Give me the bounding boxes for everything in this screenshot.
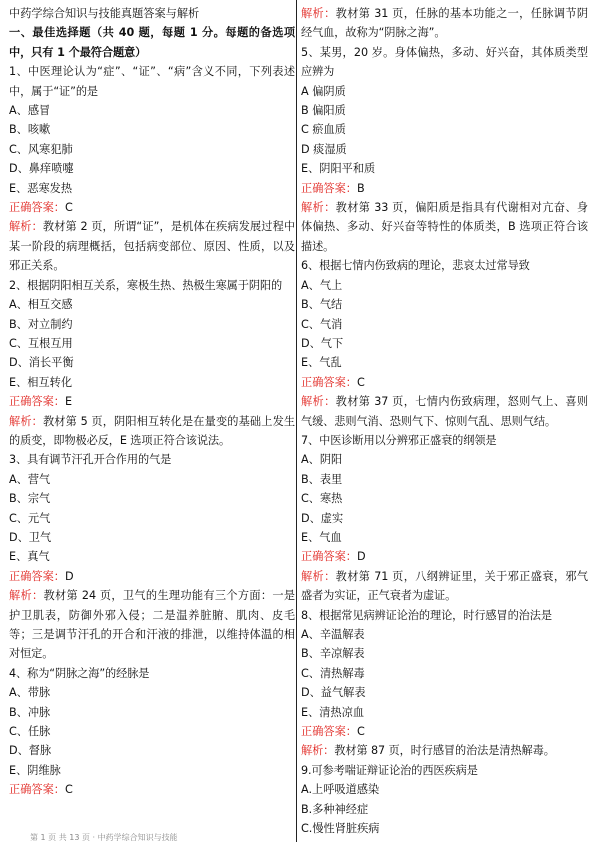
option: E、阴维脉 — [9, 763, 61, 777]
analysis-label: 解析： — [301, 201, 336, 215]
answer-line — [9, 780, 295, 799]
option: A、辛温解表 — [301, 628, 365, 641]
analysis-text: 教材第 2 页，所谓“证”，是机体在疾病发展过程中某一阶段的病理概括，包括病变部位、原因、性质，以及邪正关系。 — [9, 220, 295, 273]
option: A.上呼吸道感染 — [301, 783, 380, 797]
answer-label: 正确答案： — [301, 375, 357, 389]
question-2-text: 2、根据阴阳相互关系，寒极生热、热极生寒属于阴阳的 — [9, 278, 283, 292]
option: D、益气解表 — [301, 686, 366, 700]
analysis-text: 教材第 87 页，时行感冒的治法是清热解毒。 — [334, 744, 555, 758]
option: C、风寒犯肺 — [9, 142, 73, 156]
question-9-text: 9.可参考喘证辩证论治的西医疾病是 — [301, 763, 478, 777]
analysis-block — [301, 392, 588, 431]
option: A、阴阳 — [301, 453, 343, 467]
option: E、清热凉血 — [301, 705, 365, 719]
analysis-text: 教材第 31 页，任脉的基本功能之一，任脉调节阴经气血，故称为“阴脉之海”。 — [301, 7, 589, 40]
option: D、卫气 — [9, 530, 52, 544]
option: E、阴阳平和质 — [301, 162, 376, 176]
left-column — [9, 0, 295, 800]
answer-line — [301, 179, 588, 198]
answer-line — [301, 373, 588, 392]
option: D、鼻痒喷嚏 — [9, 162, 74, 176]
answer-line — [9, 198, 295, 217]
option: D、气下 — [301, 336, 344, 350]
question-3-text: 3、具有调节汗孔开合作用的气是 — [9, 453, 172, 467]
answer-label: 正确答案： — [9, 201, 65, 215]
option: B、气结 — [301, 298, 343, 312]
analysis-block — [9, 412, 295, 451]
option: D、督脉 — [9, 744, 52, 758]
question-7-text: 7、中医诊断用以分辨邪正盛衰的纲领是 — [301, 433, 497, 447]
answer-label: 正确答案： — [9, 783, 65, 797]
option: A 偏阴质 — [301, 84, 346, 98]
column-divider — [296, 0, 297, 842]
analysis-text: 教材第 24 页，卫气的生理功能有三个方面：一是护卫肌表，防御外邪入侵；二是温养脏腑、肌肉、皮毛等；三是调节汗孔的开合和汗液的排泄，以维持体温的相对恒定。 — [9, 589, 296, 661]
analysis-label: 解析： — [9, 589, 44, 603]
question-6-text: 6、根据七情内伤致病的理论，悲哀太过常导致 — [301, 259, 530, 273]
answer-value: C — [64, 201, 73, 215]
option: C 瘀血质 — [301, 123, 346, 137]
option: E、相互转化 — [9, 375, 73, 389]
answer-value: D — [356, 550, 366, 564]
document-title: 中药学综合知识与技能真题答案与解析 — [9, 7, 200, 20]
section-heading: 一、最佳选择题（共 40 题，每题 1 分。每题的备选项中，只有 1 个最符合题意） — [9, 26, 295, 59]
option: A、相互交感 — [9, 298, 73, 312]
option: E、真气 — [9, 550, 50, 564]
option: C、元气 — [9, 511, 51, 525]
page-footer: 第 1 页 共 13 页 · 中药学综合知识与技能 — [30, 833, 178, 842]
analysis-block — [301, 4, 588, 43]
option: B、冲脉 — [9, 705, 51, 719]
question-4-text: 4、称为“阴脉之海”的经脉是 — [9, 666, 150, 680]
analysis-block — [301, 567, 588, 606]
option: C、气消 — [301, 317, 343, 331]
answer-value: D — [64, 569, 74, 583]
question-5-text: 5、某男，20 岁。身体偏热，多动、好兴奋，其体质类型应辨为 — [301, 45, 588, 79]
option: B、咳嗽 — [9, 123, 51, 137]
option: C、互根互用 — [9, 336, 73, 350]
option: A、感冒 — [9, 104, 51, 118]
option: A、带脉 — [9, 686, 51, 700]
analysis-text: 教材第 71 页，八纲辨证里，关于邪正盛衰，邪气盛者为实证，正气衰者为虚证。 — [301, 569, 589, 603]
analysis-label: 解析： — [301, 744, 335, 758]
option: B、对立制约 — [9, 317, 73, 331]
right-column — [301, 0, 588, 838]
answer-value: C — [64, 783, 73, 797]
answer-value: C — [356, 375, 365, 389]
option: B、辛凉解表 — [301, 647, 365, 661]
analysis-text: 教材第 5 页，阴阳相互转化是在量变的基础上发生的质变，即物极必反，E 选项正符合该说法。 — [9, 414, 295, 447]
option: E、气血 — [301, 530, 342, 544]
analysis-label: 解析： — [301, 569, 336, 583]
option: B、宗气 — [9, 492, 51, 506]
answer-value: E — [64, 395, 73, 409]
option: E、恶寒发热 — [9, 181, 73, 195]
analysis-label: 解析： — [9, 220, 43, 234]
option: C.慢性肾脏疾病 — [301, 822, 380, 836]
option: A、气上 — [301, 278, 343, 292]
answer-label: 正确答案： — [9, 569, 65, 583]
option: D 痰湿质 — [301, 142, 347, 156]
option: A、营气 — [9, 472, 51, 486]
answer-value: B — [356, 181, 365, 195]
option: D、消长平衡 — [9, 356, 74, 370]
analysis-label: 解析： — [301, 7, 336, 20]
answer-label: 正确答案： — [9, 395, 65, 409]
analysis-block — [9, 586, 295, 664]
analysis-text: 教材第 37 页，七情内伤致病理，怒则气上、喜则气缓、悲则气消、恐则气下、惊则气乱、思则气结。 — [301, 395, 589, 428]
analysis-label: 解析： — [9, 414, 43, 428]
analysis-block — [301, 198, 588, 256]
option: C、清热解毒 — [301, 666, 365, 680]
answer-value: C — [356, 725, 365, 739]
analysis-text: 教材第 33 页，偏阳质是指具有代谢相对亢奋、身体偏热、多动、好兴奋等特性的体质类，B 选项正符合该描述。 — [301, 201, 589, 253]
question-1-text: 1、中医理论认为“症”、“证”、“病”含义不同，下列表述中，属于“证”的是 — [9, 65, 295, 98]
option: B、表里 — [301, 472, 343, 486]
option: B.多种神经症 — [301, 802, 369, 816]
question-8-text: 8、根据常见病辨证论治的理论，时行感冒的治法是 — [301, 608, 552, 622]
answer-label: 正确答案： — [301, 725, 357, 739]
option: B 偏阳质 — [301, 104, 346, 118]
option: E、气乱 — [301, 356, 342, 370]
option: C、任脉 — [9, 725, 51, 739]
answer-line — [301, 722, 588, 741]
answer-label: 正确答案： — [301, 181, 357, 195]
answer-line — [9, 392, 295, 411]
analysis-block — [301, 741, 588, 760]
analysis-block — [9, 217, 295, 275]
answer-line — [301, 547, 588, 566]
analysis-label: 解析： — [301, 395, 336, 409]
answer-line — [9, 567, 295, 586]
option: D、虚实 — [301, 511, 344, 525]
option: C、寒热 — [301, 492, 343, 506]
answer-label: 正确答案： — [301, 550, 357, 564]
